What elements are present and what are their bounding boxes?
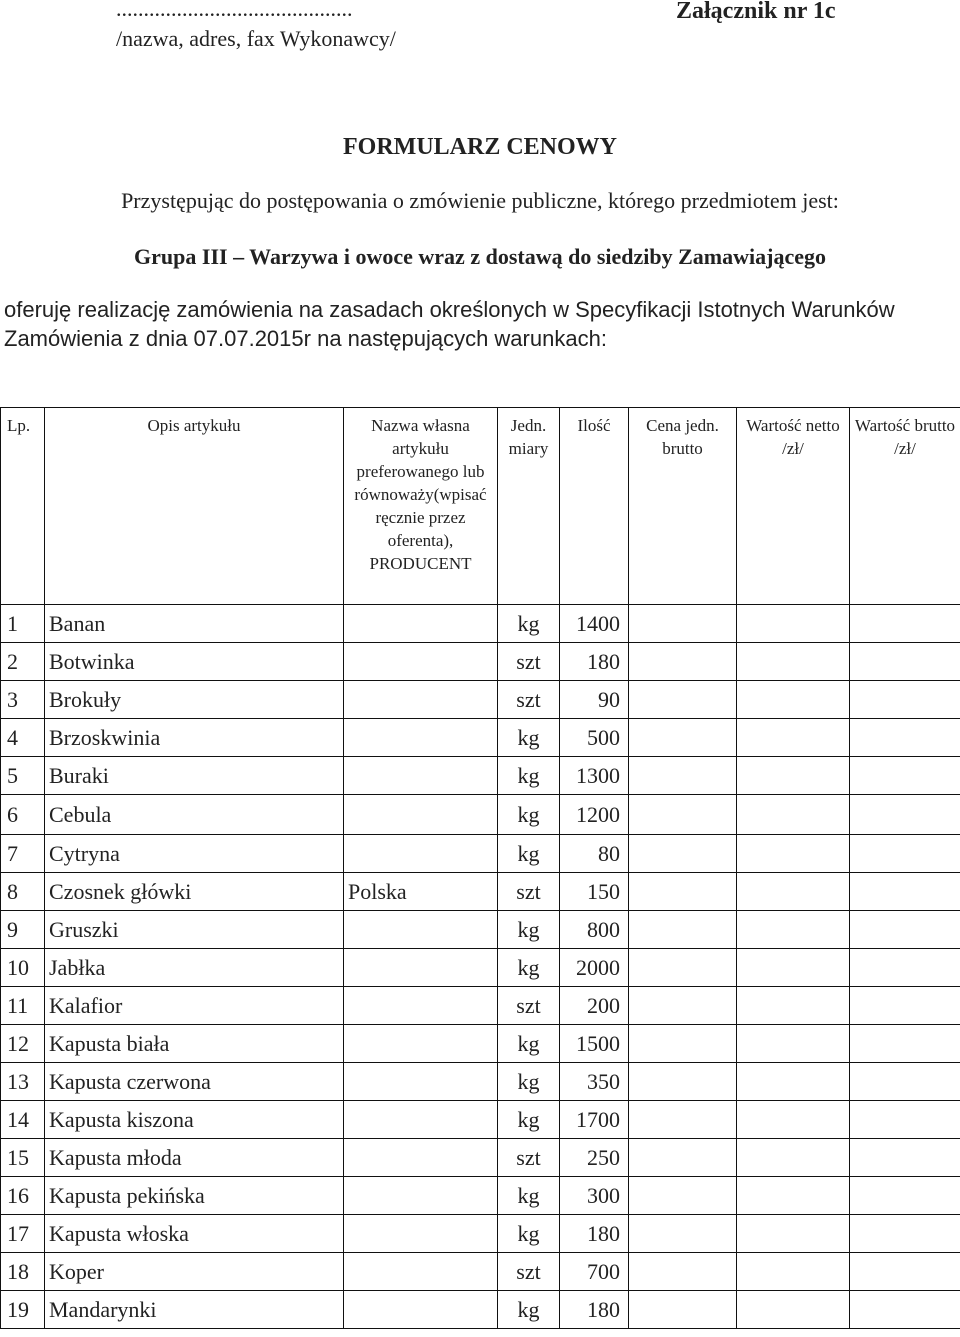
- row-number: 3: [1, 681, 45, 719]
- quantity: 150: [560, 873, 629, 911]
- unit-of-measure: kg: [498, 835, 560, 873]
- unit-of-measure: kg: [498, 1025, 560, 1063]
- table-row: [1, 1063, 960, 1101]
- row-number: 18: [1, 1253, 45, 1291]
- net-value-input[interactable]: [737, 1215, 850, 1253]
- row-number: 1: [1, 605, 45, 643]
- unit-price-input[interactable]: [629, 795, 737, 835]
- unit-price-input[interactable]: [629, 1253, 737, 1291]
- own-name-input[interactable]: [344, 1291, 498, 1329]
- unit-of-measure: kg: [498, 757, 560, 795]
- product-name: Brokuły: [45, 681, 344, 719]
- quantity: 1200: [560, 795, 629, 835]
- own-name-input[interactable]: [344, 1177, 498, 1215]
- unit-of-measure: kg: [498, 795, 560, 835]
- product-name: Mandarynki: [45, 1291, 344, 1329]
- product-name: Cebula: [45, 795, 344, 835]
- gross-value-input[interactable]: [850, 911, 960, 949]
- net-value-input[interactable]: [737, 1025, 850, 1063]
- table-row: [1, 643, 960, 681]
- header-description: Opis artykułu: [45, 408, 344, 605]
- offer-text-line1: oferuję realizację zamówienia na zasadach określonych w Specyfikacji Istotnych Warunków: [4, 297, 895, 322]
- row-number: 4: [1, 719, 45, 757]
- row-number: 16: [1, 1177, 45, 1215]
- product-name: Botwinka: [45, 643, 344, 681]
- table-row: [1, 911, 960, 949]
- unit-price-input[interactable]: [629, 1139, 737, 1177]
- table-row: [1, 795, 960, 835]
- unit-price-input[interactable]: [629, 987, 737, 1025]
- net-value-input[interactable]: [737, 1177, 850, 1215]
- unit-price-input[interactable]: [629, 1215, 737, 1253]
- quantity: 1500: [560, 1025, 629, 1063]
- quantity: 180: [560, 1291, 629, 1329]
- unit-price-input[interactable]: [629, 719, 737, 757]
- own-name-input[interactable]: [344, 1253, 498, 1291]
- product-name: Buraki: [45, 757, 344, 795]
- gross-value-input[interactable]: [850, 1253, 960, 1291]
- row-number: 8: [1, 873, 45, 911]
- gross-value-input[interactable]: [850, 949, 960, 987]
- quantity: 2000: [560, 949, 629, 987]
- unit-of-measure: szt: [498, 1139, 560, 1177]
- quantity: 1400: [560, 605, 629, 643]
- own-name-input[interactable]: [344, 1025, 498, 1063]
- gross-value-input[interactable]: [850, 1215, 960, 1253]
- header-quantity: Ilość: [560, 408, 629, 605]
- net-value-input[interactable]: [737, 949, 850, 987]
- table-row: [1, 1291, 960, 1329]
- own-name-input[interactable]: [344, 987, 498, 1025]
- unit-of-measure: kg: [498, 1063, 560, 1101]
- net-value-input[interactable]: [737, 795, 850, 835]
- intro-text: Przystępując do postępowania o zmówienie publiczne, którego przedmiotem jest:: [121, 188, 839, 213]
- net-value-input[interactable]: [737, 987, 850, 1025]
- unit-of-measure: szt: [498, 643, 560, 681]
- unit-price-input[interactable]: [629, 1291, 737, 1329]
- product-name: Kapusta kiszona: [45, 1101, 344, 1139]
- product-name: Jabłka: [45, 949, 344, 987]
- gross-value-input[interactable]: [850, 873, 960, 911]
- row-number: 12: [1, 1025, 45, 1063]
- vendor-dots: ...........................................: [116, 0, 353, 21]
- header-unit-price: Cena jedn. brutto: [629, 408, 737, 605]
- quantity: 250: [560, 1139, 629, 1177]
- unit-of-measure: kg: [498, 1101, 560, 1139]
- header-own-name: Nazwa własna artykułu preferowanego lub równoważy(wpisać ręcznie przez oferenta), PRODUCENT: [344, 408, 498, 605]
- table-row: [1, 1177, 960, 1215]
- own-name-input[interactable]: [344, 757, 498, 795]
- unit-price-input[interactable]: [629, 835, 737, 873]
- form-title: FORMULARZ CENOWY: [343, 134, 617, 160]
- unit-price-input[interactable]: [629, 873, 737, 911]
- table-row: [1, 835, 960, 873]
- own-name-input[interactable]: [344, 1215, 498, 1253]
- own-name-input[interactable]: Polska: [344, 873, 498, 911]
- gross-value-input[interactable]: [850, 835, 960, 873]
- unit-price-input[interactable]: [629, 1177, 737, 1215]
- net-value-input[interactable]: [737, 1063, 850, 1101]
- unit-of-measure: kg: [498, 605, 560, 643]
- quantity: 200: [560, 987, 629, 1025]
- gross-value-input[interactable]: [850, 719, 960, 757]
- own-name-input[interactable]: [344, 643, 498, 681]
- gross-value-input[interactable]: [850, 1139, 960, 1177]
- row-number: 7: [1, 835, 45, 873]
- row-number: 14: [1, 1101, 45, 1139]
- table-row: [1, 1025, 960, 1063]
- table-header-row: [1, 408, 960, 605]
- net-value-input[interactable]: [737, 719, 850, 757]
- own-name-input[interactable]: [344, 911, 498, 949]
- product-name: Kapusta biała: [45, 1025, 344, 1063]
- product-name: Czosnek główki: [45, 873, 344, 911]
- gross-value-input[interactable]: [850, 643, 960, 681]
- unit-price-input[interactable]: [629, 1101, 737, 1139]
- row-number: 5: [1, 757, 45, 795]
- row-number: 15: [1, 1139, 45, 1177]
- table-row: [1, 757, 960, 795]
- unit-price-input[interactable]: [629, 757, 737, 795]
- header-lp: Lp.: [1, 408, 45, 605]
- quantity: 700: [560, 1253, 629, 1291]
- net-value-input[interactable]: [737, 835, 850, 873]
- row-number: 11: [1, 987, 45, 1025]
- net-value-input[interactable]: [737, 605, 850, 643]
- row-number: 6: [1, 795, 45, 835]
- unit-price-input[interactable]: [629, 643, 737, 681]
- net-value-input[interactable]: [737, 643, 850, 681]
- header-unit: Jedn. miary: [498, 408, 560, 605]
- table-row: [1, 719, 960, 757]
- product-name: Kapusta pekińska: [45, 1177, 344, 1215]
- net-value-input[interactable]: [737, 911, 850, 949]
- product-name: Kapusta czerwona: [45, 1063, 344, 1101]
- quantity: 180: [560, 643, 629, 681]
- unit-of-measure: kg: [498, 719, 560, 757]
- product-name: Brzoskwinia: [45, 719, 344, 757]
- gross-value-input[interactable]: [850, 1063, 960, 1101]
- gross-value-input[interactable]: [850, 795, 960, 835]
- gross-value-input[interactable]: [850, 1025, 960, 1063]
- unit-of-measure: kg: [498, 1291, 560, 1329]
- gross-value-input[interactable]: [850, 605, 960, 643]
- table-row: [1, 1101, 960, 1139]
- table-row: [1, 949, 960, 987]
- own-name-input[interactable]: [344, 835, 498, 873]
- unit-of-measure: kg: [498, 1215, 560, 1253]
- own-name-input[interactable]: [344, 1139, 498, 1177]
- quantity: 180: [560, 1215, 629, 1253]
- product-name: Gruszki: [45, 911, 344, 949]
- table-row: [1, 1253, 960, 1291]
- unit-price-input[interactable]: [629, 681, 737, 719]
- table-row: [1, 681, 960, 719]
- table-row: [1, 987, 960, 1025]
- unit-of-measure: szt: [498, 873, 560, 911]
- row-number: 13: [1, 1063, 45, 1101]
- net-value-input[interactable]: [737, 1253, 850, 1291]
- gross-value-input[interactable]: [850, 681, 960, 719]
- quantity: 1300: [560, 757, 629, 795]
- unit-price-input[interactable]: [629, 1025, 737, 1063]
- product-name: Banan: [45, 605, 344, 643]
- gross-value-input[interactable]: [850, 757, 960, 795]
- net-value-input[interactable]: [737, 757, 850, 795]
- quantity: 80: [560, 835, 629, 873]
- table-row: [1, 1139, 960, 1177]
- unit-of-measure: kg: [498, 911, 560, 949]
- unit-price-input[interactable]: [629, 605, 737, 643]
- net-value-input[interactable]: [737, 873, 850, 911]
- gross-value-input[interactable]: [850, 987, 960, 1025]
- net-value-input[interactable]: [737, 1139, 850, 1177]
- gross-value-input[interactable]: [850, 1291, 960, 1329]
- quantity: 90: [560, 681, 629, 719]
- row-number: 17: [1, 1215, 45, 1253]
- net-value-input[interactable]: [737, 681, 850, 719]
- offer-text-line2: Zamówienia z dnia 07.07.2015r na następujących warunkach:: [4, 326, 607, 351]
- table-row: [1, 873, 960, 911]
- gross-value-input[interactable]: [850, 1101, 960, 1139]
- own-name-input[interactable]: [344, 605, 498, 643]
- product-name: Kalafior: [45, 987, 344, 1025]
- header-net-value: Wartość netto /zł/: [737, 408, 850, 605]
- gross-value-input[interactable]: [850, 1177, 960, 1215]
- product-name: Kapusta włoska: [45, 1215, 344, 1253]
- group-title: Grupa III – Warzywa i owoce wraz z dostawą do siedziby Zamawiającego: [134, 244, 826, 269]
- unit-price-input[interactable]: [629, 911, 737, 949]
- vendor-label: /nazwa, adres, fax Wykonawcy/: [116, 26, 396, 51]
- product-name: Kapusta młoda: [45, 1139, 344, 1177]
- table-body: [1, 605, 960, 1329]
- row-number: 10: [1, 949, 45, 987]
- unit-of-measure: szt: [498, 1253, 560, 1291]
- row-number: 2: [1, 643, 45, 681]
- unit-of-measure: szt: [498, 681, 560, 719]
- product-name: Koper: [45, 1253, 344, 1291]
- unit-price-input[interactable]: [629, 1063, 737, 1101]
- quantity: 300: [560, 1177, 629, 1215]
- table-row: [1, 605, 960, 643]
- unit-of-measure: szt: [498, 987, 560, 1025]
- own-name-input[interactable]: [344, 795, 498, 835]
- row-number: 9: [1, 911, 45, 949]
- own-name-input[interactable]: [344, 681, 498, 719]
- table-row: [1, 1215, 960, 1253]
- unit-of-measure: kg: [498, 949, 560, 987]
- net-value-input[interactable]: [737, 1101, 850, 1139]
- annex-label: Załącznik nr 1c: [676, 0, 836, 24]
- unit-of-measure: kg: [498, 1177, 560, 1215]
- price-table: [0, 407, 960, 1329]
- quantity: 500: [560, 719, 629, 757]
- own-name-input[interactable]: [344, 1101, 498, 1139]
- net-value-input[interactable]: [737, 1291, 850, 1329]
- own-name-input[interactable]: [344, 949, 498, 987]
- quantity: 800: [560, 911, 629, 949]
- own-name-input[interactable]: [344, 1063, 498, 1101]
- unit-price-input[interactable]: [629, 949, 737, 987]
- quantity: 1700: [560, 1101, 629, 1139]
- row-number: 19: [1, 1291, 45, 1329]
- header-gross-value: Wartość brutto /zł/: [850, 408, 960, 605]
- own-name-input[interactable]: [344, 719, 498, 757]
- quantity: 350: [560, 1063, 629, 1101]
- product-name: Cytryna: [45, 835, 344, 873]
